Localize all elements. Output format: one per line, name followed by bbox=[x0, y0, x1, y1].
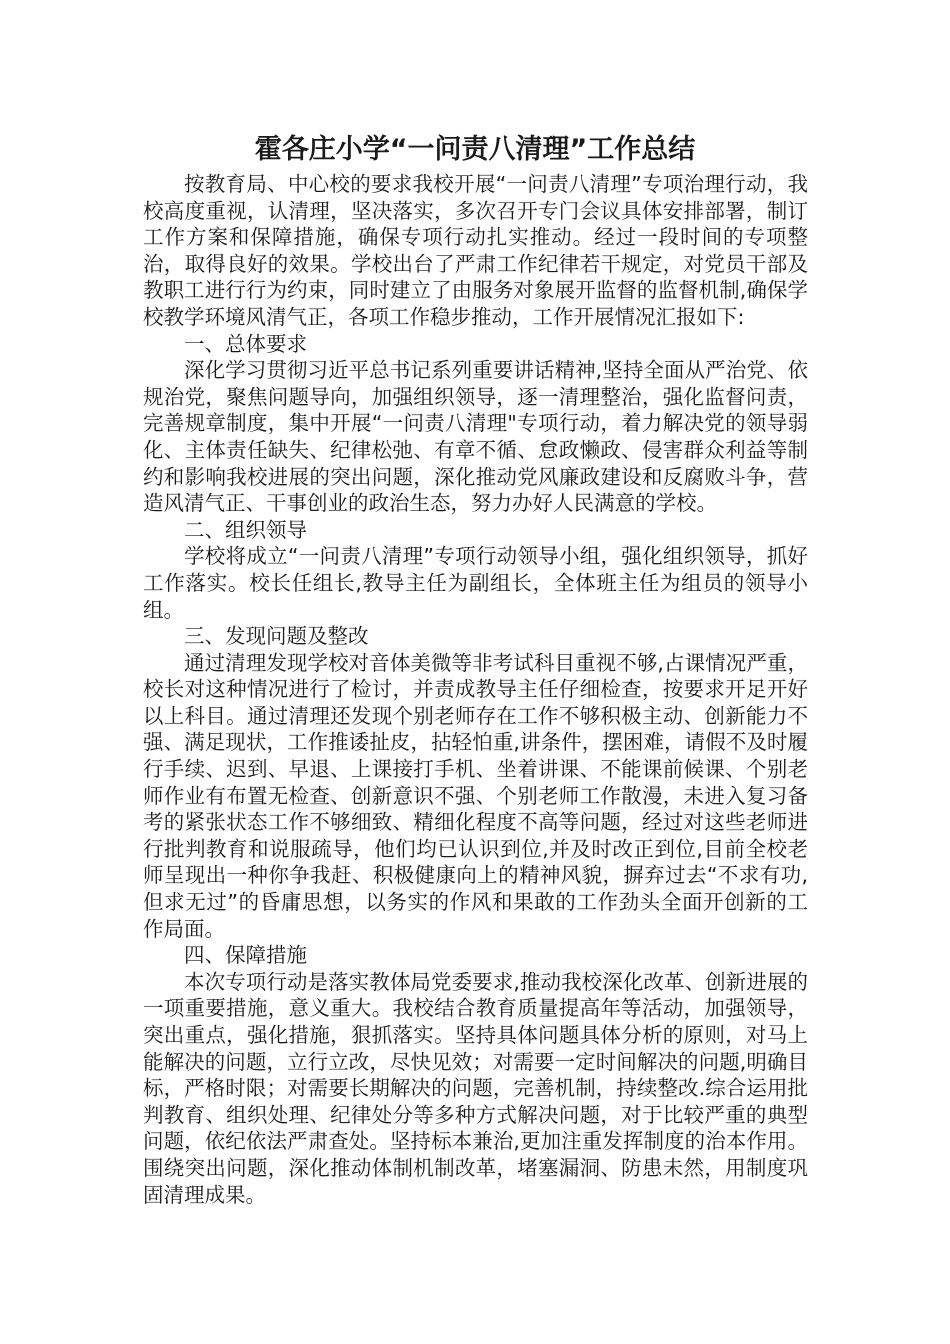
problems-paragraph: 通过清理发现学校对音体美微等非考试科目重视不够,占课情况严重，校长对这种情况进行了检讨，并责成教导主任仔细检查，按要求开足开好以上科目。通过清理还发现个别老师存在工作不够积极主动、创新能力不强、满足现状，工作推诿扯皮，拈轻怕重,讲条件，摆困难，请假不及时履行手续、迟到、早退、上课接打手机、坐着讲课、不能课前候课、个别老师作业有布置无检查、创新意识不强、个别老师工作散漫，未进入复习备考的紧张状态工作不够细致、精细化程度不高等问题，经过对这些老师进行批判教育和说服疏导，他们均已认识到位,并及时改正到位,目前全校老师呈现出一种你争我赶、积极健康向上的精神风貌，摒弃过去“不求有功,但求无过”的昏庸思想，以务实的作风和果敢的工作劲头全面开创新的工作局面。 bbox=[143, 650, 808, 941]
section-heading-requirements: 一、总体要求 bbox=[184, 331, 307, 356]
requirements-paragraph: 深化学习贯彻习近平总书记系列重要讲话精神,坚持全面从严治党、依规治党，聚焦问题导向，加强组织领导，逐一清理整治，强化监督问责，完善规章制度，集中开展“一问责八清理"专项行动，着力解决党的领导弱化、主体责任缺失、纪律松弛、有章不循、怠政懒政、侵害群众利益等制约和影响我校进展的突出问题，深化推动党风廉政建设和反腐败斗争，营造风清气正、干事创业的政治生态，努力办好人民满意的学校。 bbox=[143, 358, 808, 516]
document-title: 霍各庄小学“一问责八清理”工作总结 bbox=[254, 134, 696, 165]
section-heading-measures: 四、保障措施 bbox=[184, 943, 307, 968]
intro-paragraph: 按教育局、中心校的要求我校开展“一问责八清理”专项治理行动，我校高度重视，认清理，坚决落实，多次召开专门会议具体安排部署，制订工作方案和保障措施，确保专项行动扎实推动。经过一段时间的专项整治，取得良好的效果。学校出台了严肃工作纪律若干规定，对党员干部及教职工进行行为约束，同时建立了由服务对象展开监督的监督机制,确保学校教学环境风清气正，各项工作稳步推动，工作开展情况汇报如下: bbox=[143, 172, 808, 329]
section-heading-problems: 三、发现问题及整改 bbox=[184, 624, 369, 649]
section-heading-leadership: 二、组织领导 bbox=[184, 517, 307, 542]
document-body bbox=[143, 171, 808, 1208]
leadership-paragraph: 学校将成立“一问责八清理”专项行动领导小组，强化组织领导，抓好工作落实。校长任组长,教导主任为副组长，全体班主任为组员的领导小组。 bbox=[143, 544, 808, 622]
measures-paragraph: 本次专项行动是落实教体局党委要求,推动我校深化改革、创新进展的一项重要措施，意义重大。我校结合教育质量提高年等活动，加强领导，突出重点，强化措施，狠抓落实。坚持具体问题具体分析的原则，对马上能解决的问题，立行立改，尽快见效；对需要一定时间解决的问题,明确目标，严格时限；对需要长期解决的问题，完善机制，持续整改.综合运用批判教育、组织处理、纪律处分等多种方式解决问题，对于比较严重的典型问题，依纪依法严肃查处。坚持标本兼治,更加注重发挥制度的治本作用。围绕突出问题，深化推动体制机制改革，堵塞漏洞、防患未然，用制度巩固清理成果。 bbox=[143, 969, 808, 1207]
